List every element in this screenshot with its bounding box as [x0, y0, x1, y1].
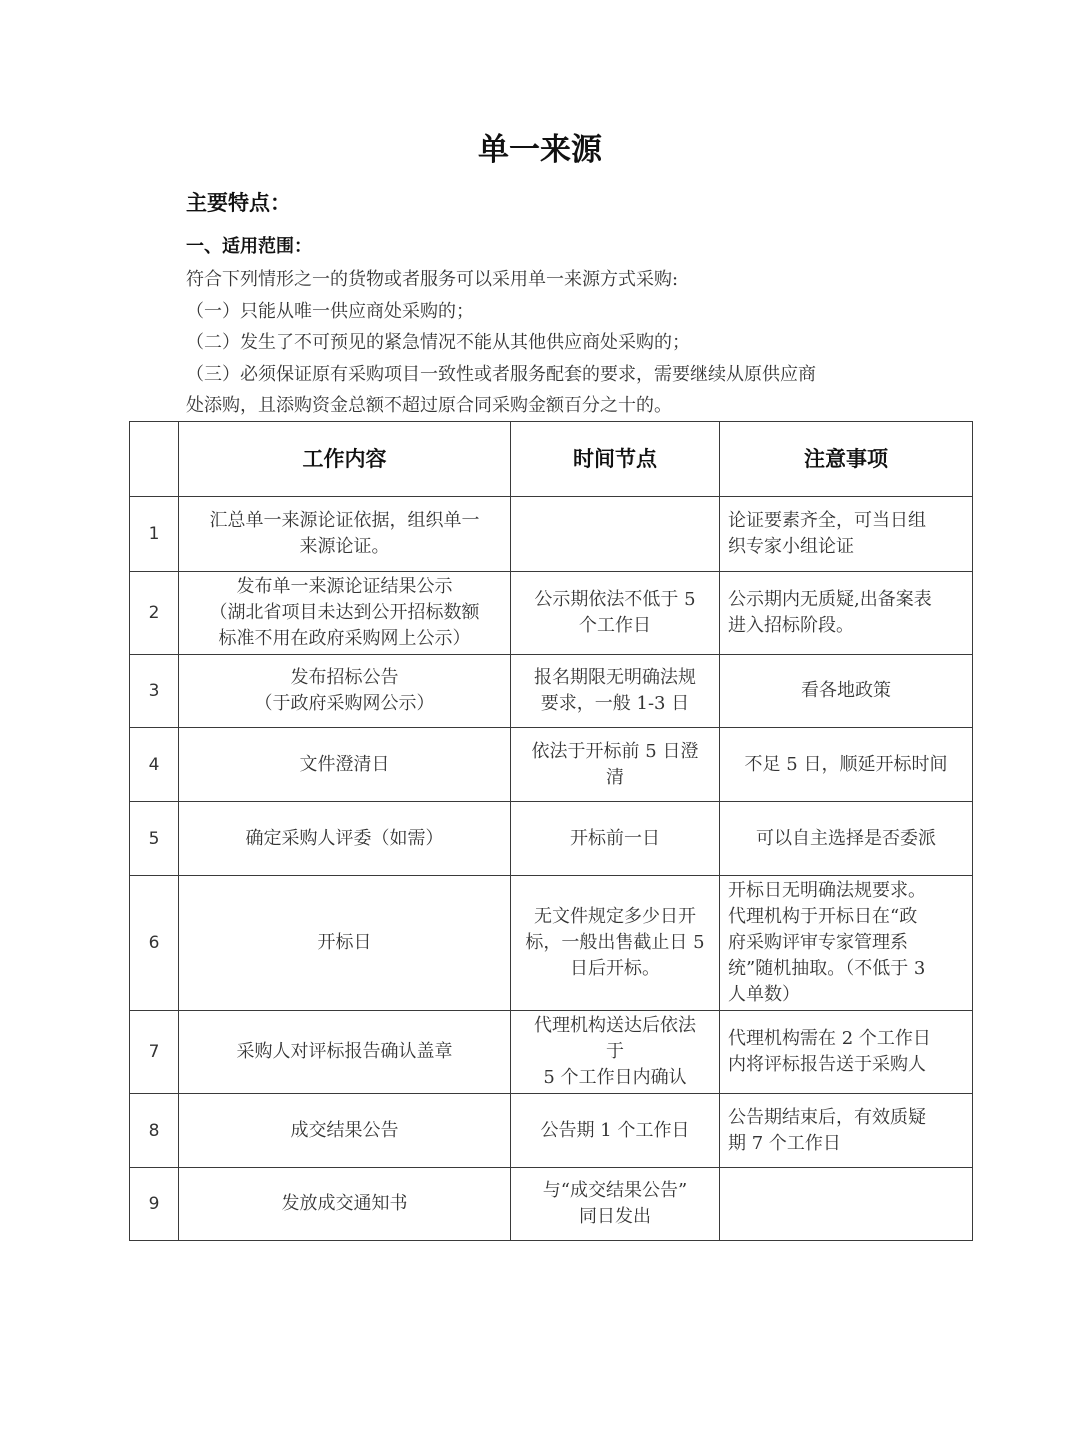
time-node-cell-line: 与“成交结果公告” [542, 1180, 688, 1201]
row-number: 5 [130, 802, 179, 876]
work-content-cell-line: 发布招标公告 [290, 667, 399, 688]
time-node-cell [511, 497, 720, 572]
note-cell [720, 802, 973, 876]
work-content-cell-line: 来源论证。 [299, 536, 390, 557]
table-header-row [130, 422, 973, 497]
row-number: 2 [130, 572, 179, 655]
time-node-cell-line: 个工作日 [579, 615, 651, 636]
time-node-cell [511, 1094, 720, 1168]
row-number: 6 [130, 876, 179, 1011]
time-node-cell-line: 要求，一般 1-3 日 [540, 693, 690, 714]
time-node-cell [511, 1011, 720, 1094]
time-node-cell [511, 572, 720, 655]
note-cell-line: 期 7 个工作日 [728, 1132, 841, 1154]
row-number: 4 [130, 728, 179, 802]
procedure-table [129, 421, 973, 1241]
row-number: 7 [130, 1011, 179, 1094]
time-node-cell [511, 876, 720, 1011]
note-cell-line: 统”随机抽取。（不低于 3 [728, 958, 926, 979]
work-content-cell-line: （于政府采购网公示） [254, 693, 435, 714]
work-content-cell-line: 标准不用在政府采购网上公示） [218, 628, 471, 649]
work-content-cell-line: 开标日 [317, 932, 372, 953]
intro-line: （三）必须保证原有采购项目一致性或者服务配套的要求，需要继续从原供应商 [186, 363, 816, 385]
work-content-cell [179, 655, 511, 728]
work-content-cell-line: 确定采购人评委（如需） [245, 827, 444, 849]
section-heading: 一、适用范围： [186, 236, 312, 257]
time-node-cell [511, 728, 720, 802]
note-cell [720, 876, 973, 1011]
table-row [130, 1094, 973, 1168]
intro-line: 符合下列情形之一的货物或者服务可以采用单一来源方式采购: [186, 269, 679, 290]
table-body [130, 497, 973, 1241]
work-content-cell-line: 成交结果公告 [290, 1119, 399, 1141]
note-cell [720, 728, 973, 802]
time-node-cell-line: 于 [606, 1041, 624, 1062]
work-content-cell [179, 802, 511, 876]
note-cell [720, 572, 973, 655]
work-content-cell [179, 1094, 511, 1168]
table-row [130, 572, 973, 655]
time-node-cell-line: 报名期限无明确法规 [534, 667, 696, 688]
time-node-cell-line: 代理机构送达后依法 [534, 1015, 696, 1036]
note-cell-line: 进入招标阶段。 [728, 615, 854, 636]
page-title: 单一来源 [478, 132, 602, 168]
note-cell-line: 开标日无明确法规要求。 [728, 880, 926, 901]
note-cell-line: 织专家小组论证 [728, 536, 854, 557]
row-number: 9 [130, 1168, 179, 1241]
intro-line: （二）发生了不可预见的紧急情况不能从其他供应商处采购的； [186, 332, 690, 353]
table-row [130, 1011, 973, 1094]
note-cell [720, 655, 973, 728]
work-content-cell [179, 1011, 511, 1094]
main-heading: 主要特点： [186, 191, 291, 215]
table-row [130, 655, 973, 728]
intro-paragraph [186, 264, 906, 422]
intro-line: （一）只能从唯一供应商处采购的； [186, 300, 474, 322]
note-cell [720, 1168, 973, 1241]
work-content-cell-line: （湖北省项目未达到公开招标数额 [209, 602, 480, 623]
note-cell-line: 内将评标报告送于采购人 [728, 1054, 926, 1075]
row-number: 8 [130, 1094, 179, 1168]
note-cell-line: 公示期内无质疑,出备案表 [728, 589, 932, 610]
intro-line: 处添购，且添购资金总额不超过原合同采购金额百分之十的。 [186, 395, 672, 416]
time-node-cell [511, 1168, 720, 1241]
row-number: 3 [130, 655, 179, 728]
note-cell-line: 府采购评审专家管理系 [728, 932, 908, 953]
time-node-cell-line: 同日发出 [579, 1206, 651, 1227]
note-cell-line: 代理机构需在 2 个工作日 [728, 1028, 931, 1049]
time-node-cell-line: 无文件规定多少日开 [534, 906, 696, 927]
work-content-cell [179, 572, 511, 655]
time-node-cell-line: 依法于开标前 5 日澄 [531, 740, 699, 762]
time-node-cell-line: 日后开标。 [570, 958, 660, 979]
time-node-cell [511, 802, 720, 876]
table-row [130, 1168, 973, 1241]
time-node-cell-line: 公告期 1 个工作日 [540, 1119, 690, 1141]
time-node-cell-line: 标，一般出售截止日 5 [525, 932, 705, 953]
work-content-cell-line: 发布单一来源论证结果公示 [236, 576, 453, 597]
table-row [130, 497, 973, 572]
time-node-cell-line: 5 个工作日内确认 [543, 1067, 687, 1088]
note-cell [720, 497, 973, 572]
work-content-cell-line: 文件澄清日 [299, 753, 390, 775]
work-content-cell [179, 728, 511, 802]
header-content: 工作内容 [179, 422, 511, 497]
work-content-cell-line: 发放成交通知书 [281, 1193, 408, 1214]
work-content-cell-line: 采购人对评标报告确认盖章 [236, 1041, 453, 1062]
time-node-cell [511, 655, 720, 728]
work-content-cell [179, 497, 511, 572]
header-index [130, 422, 179, 497]
row-number: 1 [130, 497, 179, 572]
note-cell [720, 1011, 973, 1094]
note-cell-line: 人单数） [728, 984, 800, 1005]
time-node-cell-line: 公示期依法不低于 5 [534, 589, 696, 610]
note-cell-line: 代理机构于开标日在“政 [728, 906, 918, 927]
note-cell-line: 看各地政策 [801, 680, 891, 701]
work-content-cell [179, 876, 511, 1011]
note-cell-line: 公告期结束后，有效质疑 [728, 1106, 926, 1128]
time-node-cell-line: 清 [606, 766, 624, 788]
note-cell-line: 论证要素齐全，可当日组 [728, 510, 926, 531]
table-row [130, 802, 973, 876]
note-cell-line: 可以自主选择是否委派 [756, 827, 936, 849]
table-row [130, 876, 973, 1011]
time-node-cell-line: 开标前一日 [570, 827, 660, 849]
header-time: 时间节点 [511, 422, 720, 497]
note-cell [720, 1094, 973, 1168]
header-note: 注意事项 [720, 422, 973, 497]
table-row [130, 728, 973, 802]
work-content-cell-line: 汇总单一来源论证依据，组织单一 [209, 510, 480, 531]
work-content-cell [179, 1168, 511, 1241]
note-cell-line: 不足 5 日，顺延开标时间 [744, 753, 948, 775]
